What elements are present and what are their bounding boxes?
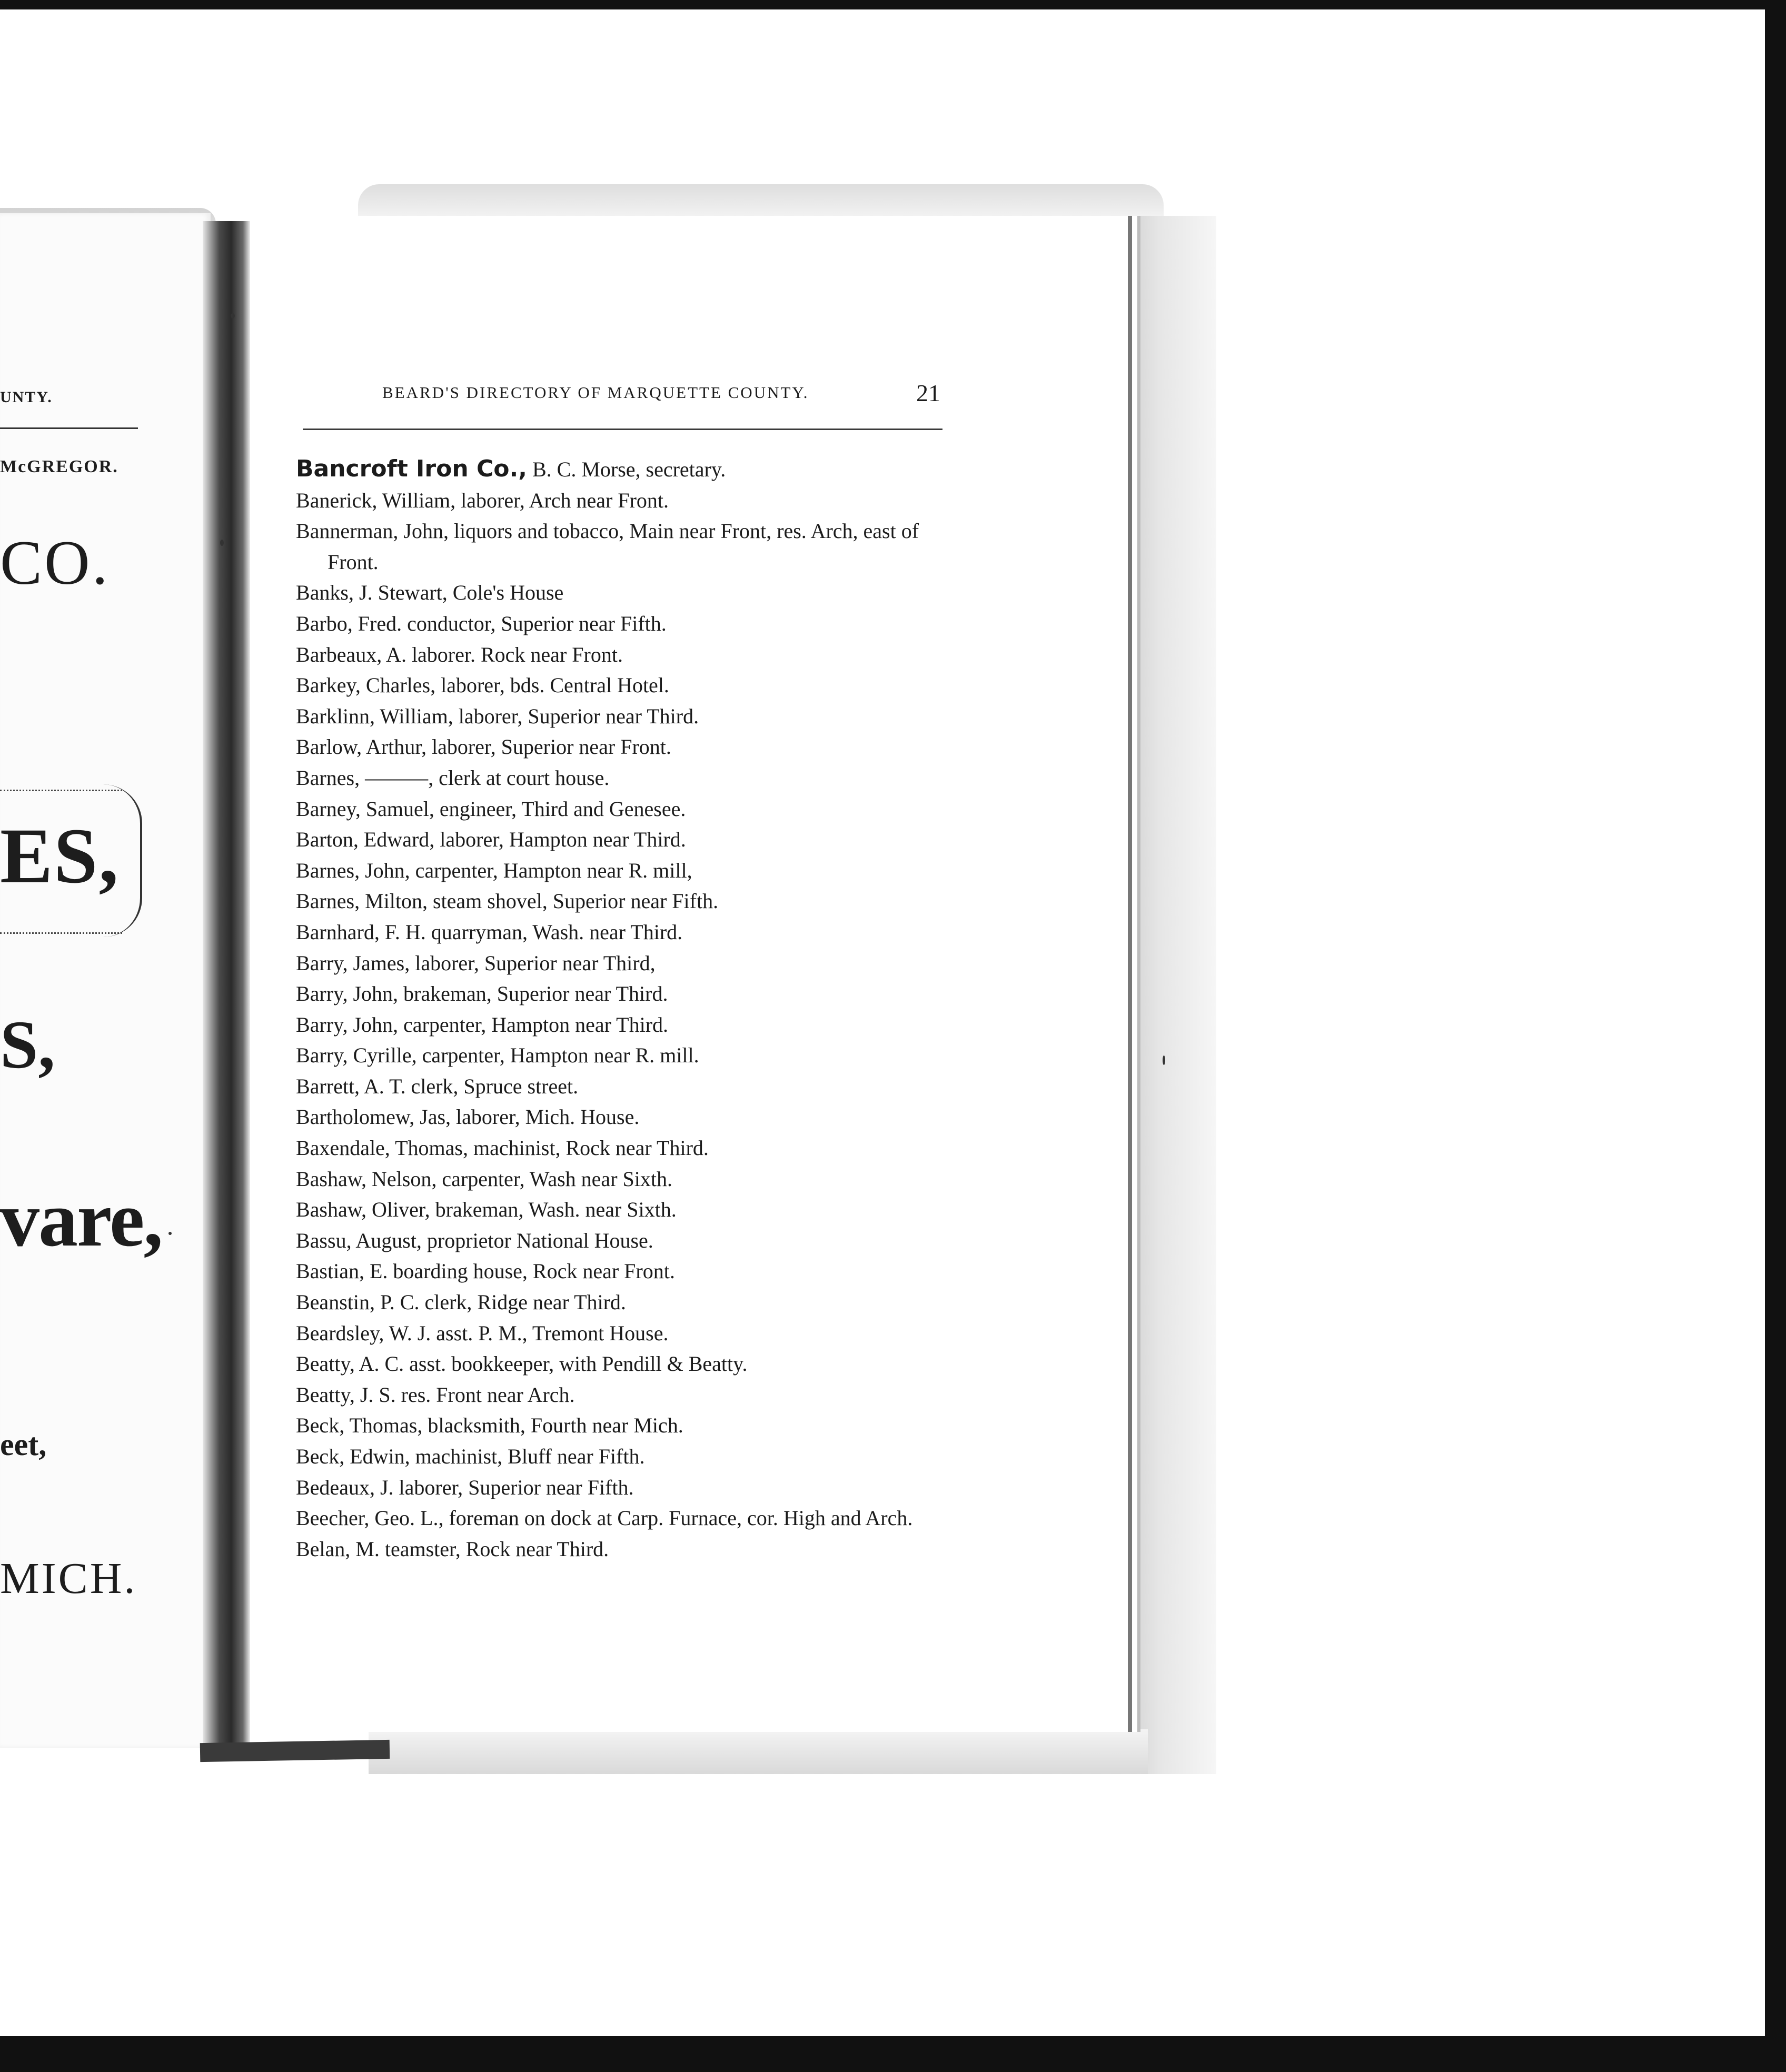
running-head-title: BEARD'S DIRECTORY OF MARQUETTE COUNTY. <box>382 383 809 402</box>
left-line-fragment-2: vare, <box>0 1176 162 1263</box>
directory-entry: Bastian, E. boarding house, Rock near Front. <box>296 1259 675 1283</box>
directory-entry: Barnes, Milton, steam shovel, Superior near Fifth. <box>296 889 719 913</box>
directory-entry: Barnhard, F. H. quarryman, Wash. near Third. <box>296 920 683 944</box>
directory-entry: Beck, Thomas, blacksmith, Fourth near Mich. <box>296 1413 683 1438</box>
left-street-fragment: eet, <box>0 1427 47 1462</box>
directory-entry: Beardsley, W. J. asst. P. M., Tremont House. <box>296 1321 669 1345</box>
directory-entry: Bashaw, Nelson, carpenter, Wash near Sixth. <box>296 1167 672 1191</box>
left-name-fragment: McGREGOR. <box>0 457 118 476</box>
entry-name-bold: Bancroft Iron Co., <box>296 455 527 482</box>
left-line-fragment-1: S, <box>0 1007 55 1083</box>
directory-entry: Bassu, August, proprietor National House. <box>296 1228 653 1252</box>
directory-entry: Barnes, John, carpenter, Hampton near R. mill, <box>296 858 692 882</box>
scan-speck <box>168 1232 172 1235</box>
left-head-rule <box>0 427 138 429</box>
directory-entry: Bartholomew, Jas, laborer, Mich. House. <box>296 1105 640 1129</box>
directory-entry: Barnes, ———, clerk at court house. <box>296 765 610 790</box>
scanner-frame-top <box>0 0 1786 9</box>
directory-entry: Barbo, Fred. conductor, Superior near Fifth. <box>296 611 667 635</box>
directory-entry: Beatty, A. C. asst. bookkeeper, with Pendill & Beatty. <box>296 1352 748 1376</box>
left-running-head-fragment: UNTY. <box>0 388 53 406</box>
directory-entry: Barry, Cyrille, carpenter, Hampton near R. mill. <box>296 1043 699 1068</box>
directory-entry: Beck, Edwin, machinist, Bluff near Fifth. <box>296 1445 645 1468</box>
directory-entry: Bashaw, Oliver, brakeman, Wash. near Sixth. <box>296 1198 677 1222</box>
book-spine <box>203 221 250 1748</box>
book-spine-bottom <box>200 1740 390 1762</box>
left-page <box>0 213 211 1748</box>
directory-entry: Belan, M. teamster, Rock near Third. <box>296 1537 609 1561</box>
directory-entry: Banks, J. Stewart, Cole's House <box>296 581 564 605</box>
directory-entry-list <box>296 454 954 1565</box>
directory-entry: Barney, Samuel, engineer, Third and Genesee. <box>296 796 686 821</box>
directory-entry: Barry, John, brakeman, Superior near Third. <box>296 982 668 1006</box>
left-boxed-fragment: ES, <box>0 812 120 900</box>
right-page-bottom-shadow <box>369 1729 1148 1774</box>
directory-entry: Beanstin, P. C. clerk, Ridge near Third. <box>296 1290 626 1314</box>
directory-entry: Barry, John, carpenter, Hampton near Third. <box>296 1012 669 1037</box>
directory-entry-bancroft <box>296 454 954 485</box>
scan-speck <box>231 313 235 318</box>
left-state-fragment: MICH. <box>0 1554 137 1603</box>
directory-entry: Barlow, Arthur, laborer, Superior near Front. <box>296 735 671 759</box>
left-company-fragment: CO. <box>0 527 110 597</box>
running-head-rule <box>303 429 942 430</box>
directory-entry: Barrett, A. T. clerk, Spruce street. <box>296 1074 579 1098</box>
scan-speck <box>220 540 224 546</box>
directory-entry: Barton, Edward, laborer, Hampton near Third. <box>296 828 686 852</box>
directory-entry: Barry, James, laborer, Superior near Third, <box>296 951 656 975</box>
directory-entry: Barbeaux, A. laborer. Rock near Front. <box>296 642 623 666</box>
entry-detail: B. C. Morse, secretary. <box>527 457 726 481</box>
directory-entry: Bannerman, John, liquors and tobacco, Main near Front, res. Arch, east of Front. <box>296 519 919 574</box>
directory-entry: Beatty, J. S. res. Front near Arch. <box>296 1382 575 1407</box>
directory-entry: Bedeaux, J. laborer, Superior near Fifth. <box>296 1475 634 1499</box>
directory-entry: Banerick, William, laborer, Arch near Front. <box>296 488 669 512</box>
directory-entry: Barkey, Charles, laborer, bds. Central Hotel. <box>296 673 669 698</box>
directory-entry: Beecher, Geo. L., foreman on dock at Carp. Furnace, cor. High and Arch. <box>296 1506 913 1530</box>
scanner-frame-bottom <box>0 2036 1786 2072</box>
scanner-frame-right <box>1765 0 1786 2072</box>
scan-speck <box>1163 1055 1165 1065</box>
directory-entry: Barklinn, William, laborer, Superior near Third. <box>296 704 699 728</box>
directory-entry: Baxendale, Thomas, machinist, Rock near Third. <box>296 1136 709 1160</box>
page-number: 21 <box>916 380 940 406</box>
right-page-edge <box>1128 216 1132 1732</box>
